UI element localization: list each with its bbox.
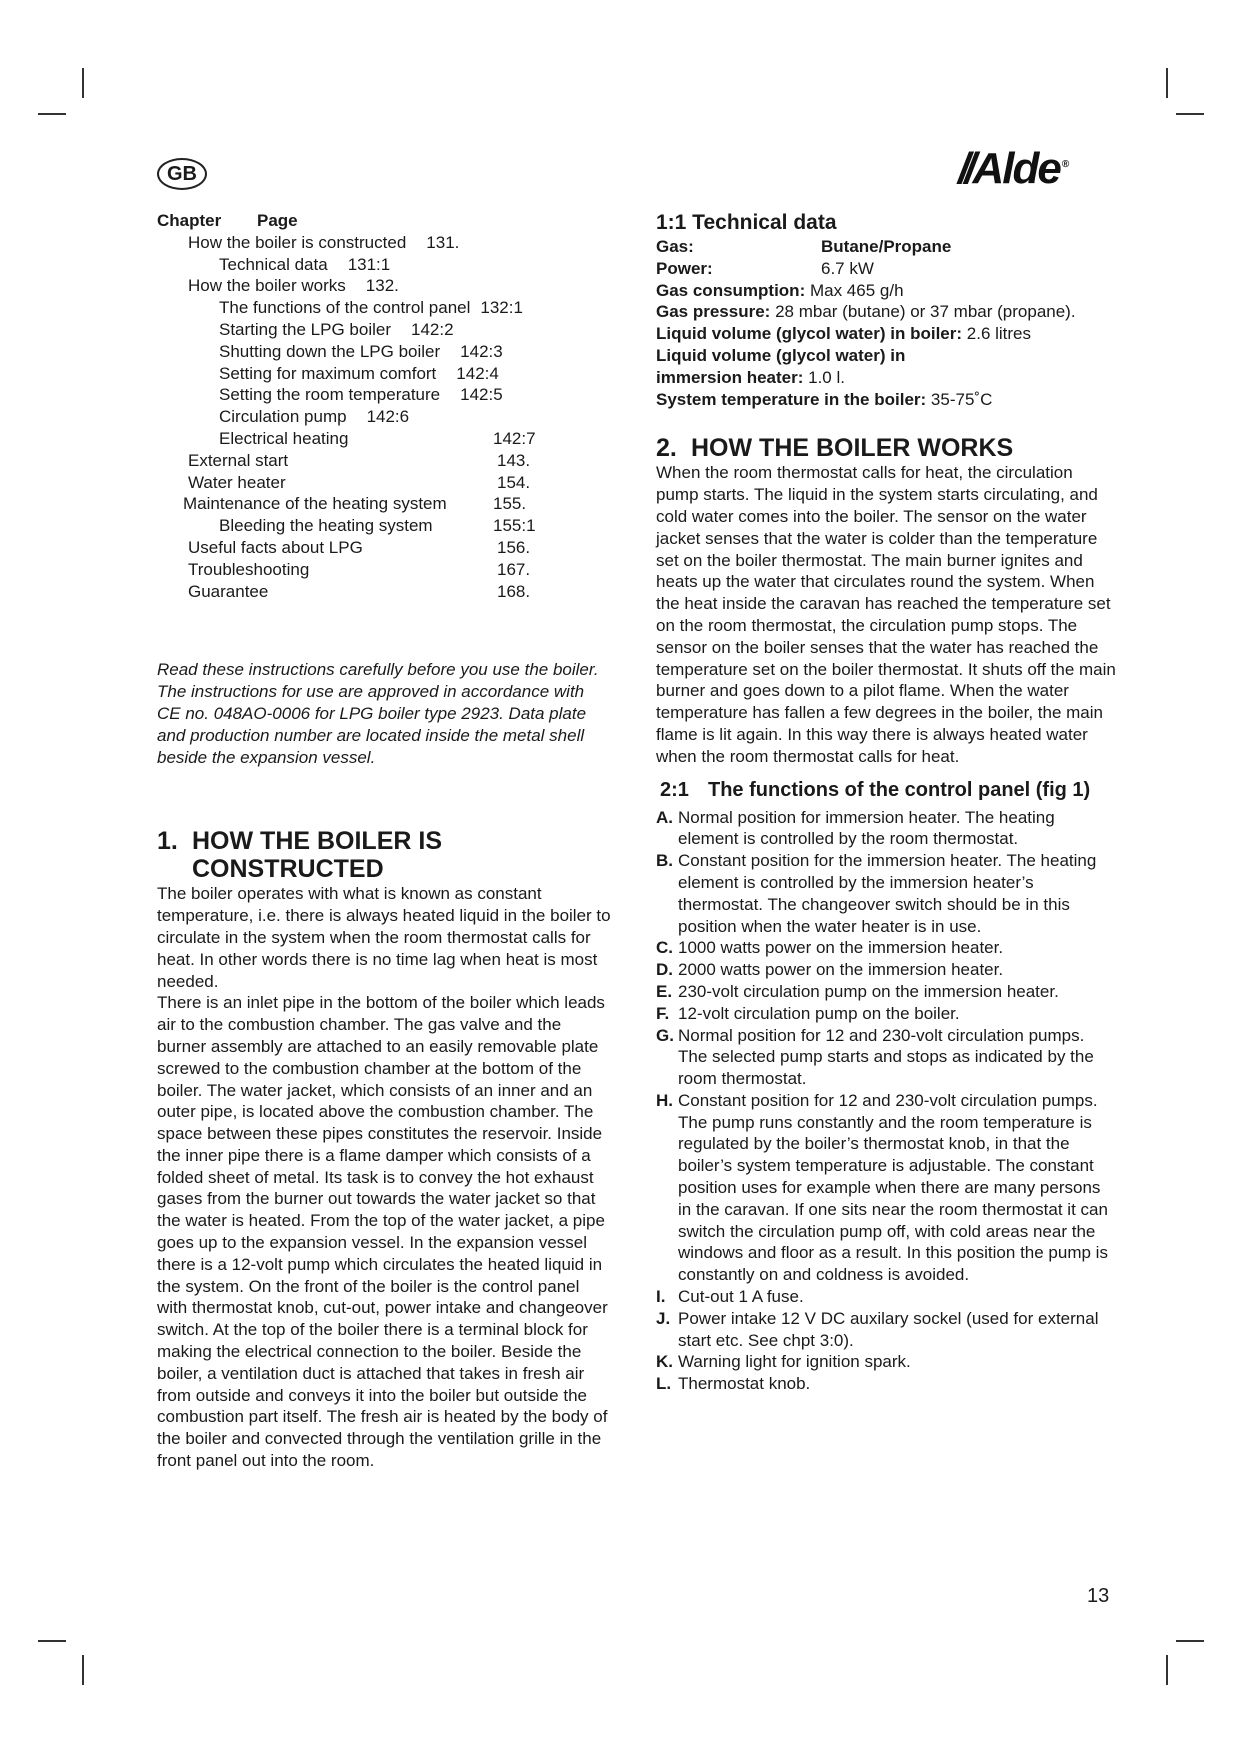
toc-entry: Technical data 131:1 [219,254,391,274]
toc-entry: Maintenance of the heating system 155. [183,494,527,514]
section-1-paragraph: The boiler operates with what is known as constant temperature, i.e. there is always heated liquid in the boiler to circulate in the system when the room thermostat calls for heat. In other words there is no time lag when heat is most needed. [157,884,611,991]
crop-mark [82,68,84,98]
list-item: H. Constant position for 12 and 230-volt circulation pumps. The pump runs constantly and the room temperature is regulated by the boiler’s thermostat knob, in that the boiler’s system temperature is adjustable. The constant position uses for example when there are many persons in the caravan. If one sits near the room thermostat it can switch the circulation pump off, with cold areas near the windows and floor as a result. In this position the pump is constantly on and coldness is avoided. [656,1090,1108,1285]
crop-mark [1176,113,1204,115]
list-item: J. Power intake 12 V DC auxilary sockel (used for external start etc. See chpt 3:0). [656,1308,1099,1350]
toc-entry: The functions of the control panel 132:1 [219,298,523,318]
list-item: F. 12-volt circulation pump on the boiler. [656,1003,960,1023]
spec-liquid-heater: Liquid volume (glycol water) in [656,345,906,365]
list-item: G. Normal position for 12 and 230-volt circulation pumps. The selected pump starts and stops as indicated by the room thermostat. [656,1025,1094,1089]
crop-mark [82,1655,84,1685]
language-badge: GB [157,158,207,190]
table-of-contents [157,232,612,603]
spec-liquid-boiler: Liquid volume (glycol water) in boiler: 2.6 litres [656,324,1032,344]
list-item: K. Warning light for ignition spark. [656,1352,911,1372]
list-item: L. Thermostat knob. [656,1374,811,1394]
list-item: C. 1000 watts power on the immersion heater. [656,938,1004,958]
spec-consumption: Gas consumption: Max 465 g/h [656,280,904,300]
crop-mark [1166,1655,1168,1685]
toc-entry: Troubleshooting 167. [188,559,531,579]
crop-mark [1166,68,1168,98]
section-1-paragraph: There is an inlet pipe in the bottom of the boiler which leads air to the combustion chamber. The gas valve and the burner assembly are attached to an easily removable plate screwed to the combustion chamber at the bottom of the boiler. The water jacket, which consists of an inner and an outer pipe, is located above the combustion chamber. The space between these pipes constitutes the reservoir. Inside the inner pipe there is a flame damper which consists of a folded sheet of metal. Its task is to convey the hot exhaust gases from the burner out towards the water jacket so that the water is heated. From the top of the water jacket, a pipe goes up to the expansion vessel. In the expansion vessel there is a 12-volt pump which circulates the heated liquid in the system. On the front of the boiler is the control panel with thermostat knob, cut-out, power intake and changeover switch. At the top of the boiler there is a terminal block for making the electrical connection to the boiler. Beside the boiler, a ventilation duct is attached that takes in fresh air from outside and conveys it into the boiler but outside the combustion part itself. The fresh air is heated by the body of the boiler and convected through the ventilation grille in the front panel out into the room. [157,993,608,1471]
section-1-heading: 1. HOW THE BOILER IS CONSTRUCTED [157,827,442,884]
toc-entry: Setting the room temperature 142:5 [219,385,503,405]
right-column [656,210,1118,1395]
toc-entry: How the boiler is constructed 131. [188,232,460,252]
crop-mark [38,1640,66,1642]
toc-entry: Circulation pump 142:6 [219,407,410,427]
page-number: 13 [1087,1585,1110,1607]
crop-mark [1176,1640,1204,1642]
spec-power: Power: 6.7 kW [656,258,874,278]
alde-logo: //Alde ® [958,144,1068,193]
list-item: I. Cut-out 1 A fuse. [656,1287,804,1307]
left-column [157,210,612,1472]
toc-entry: Setting for maximum comfort 142:4 [219,363,499,383]
crop-mark [38,113,66,115]
intro-note: Read these instructions carefully before you use the boiler. The instructions for use are approved in accordance with CE no. 048AO-0006 for LPG boiler type 2923. Data plate and production number are located inside the metal shell beside the expansion vessel. [157,660,599,767]
toc-entry: Water heater 154. [188,472,531,492]
spec-pressure: Gas pressure: 28 mbar (butane) or 37 mbar (propane). [656,302,1076,322]
toc-entry: How the boiler works 132. [188,276,399,296]
list-item: A. Normal position for immersion heater. The heating element is controlled by the room thermostat. [656,807,1055,849]
control-panel-list [656,807,1118,1396]
technical-data-heading: 1:1 Technical data [656,211,837,234]
toc-header: Chapter Page [157,211,298,230]
toc-entry: Starting the LPG boiler 142:2 [219,319,454,339]
list-item: E. 230-volt circulation pump on the immersion heater. [656,981,1059,1001]
list-item: B. Constant position for the immersion heater. The heating element is controlled by the immersion heater’s thermostat. The changeover switch should be in this position when the water heater is in use. [656,851,1097,936]
spec-gas: Gas: Butane/Propane [656,237,952,256]
toc-entry: External start 143. [188,450,531,470]
section-2-paragraph: When the room thermostat calls for heat, the circulation pump starts. The liquid in the system starts circulating, and cold water comes into the boiler. The sensor on the water jacket senses that the water is colder than the temperature set on the boiler thermostat. The main burner ignites and heats up the water that circulates round the system. When the heat inside the caravan has reached the temperature set on the room thermostat, the circulation pump stops. The sensor on the boiler senses that the water has reached the temperature set on the boiler thermostat. It shuts off the main burner and goes down to a pilot flame. When the water temperature has fallen a few degrees in the boiler, the main flame is lit again. In this way there is always heated water when the room thermostat calls for heat. [656,463,1116,766]
toc-entry: Useful facts about LPG 156. [188,537,531,557]
spec-liquid-heater: immersion heater: 1.0 l. [656,367,845,387]
toc-entry: Shutting down the LPG boiler 142:3 [219,341,503,361]
spec-system-temp: System temperature in the boiler: 35-75˚C [656,389,993,409]
toc-entry: Guarantee 168. [188,581,531,601]
section-2-heading: 2. HOW THE BOILER WORKS [656,434,1014,463]
list-item: D. 2000 watts power on the immersion heater. [656,960,1004,980]
toc-entry: Electrical heating 142:7 [219,428,536,448]
toc-entry: Bleeding the heating system 155:1 [219,516,536,536]
section-2-1-heading: 2:1 The functions of the control panel (fig 1) [660,778,1091,801]
